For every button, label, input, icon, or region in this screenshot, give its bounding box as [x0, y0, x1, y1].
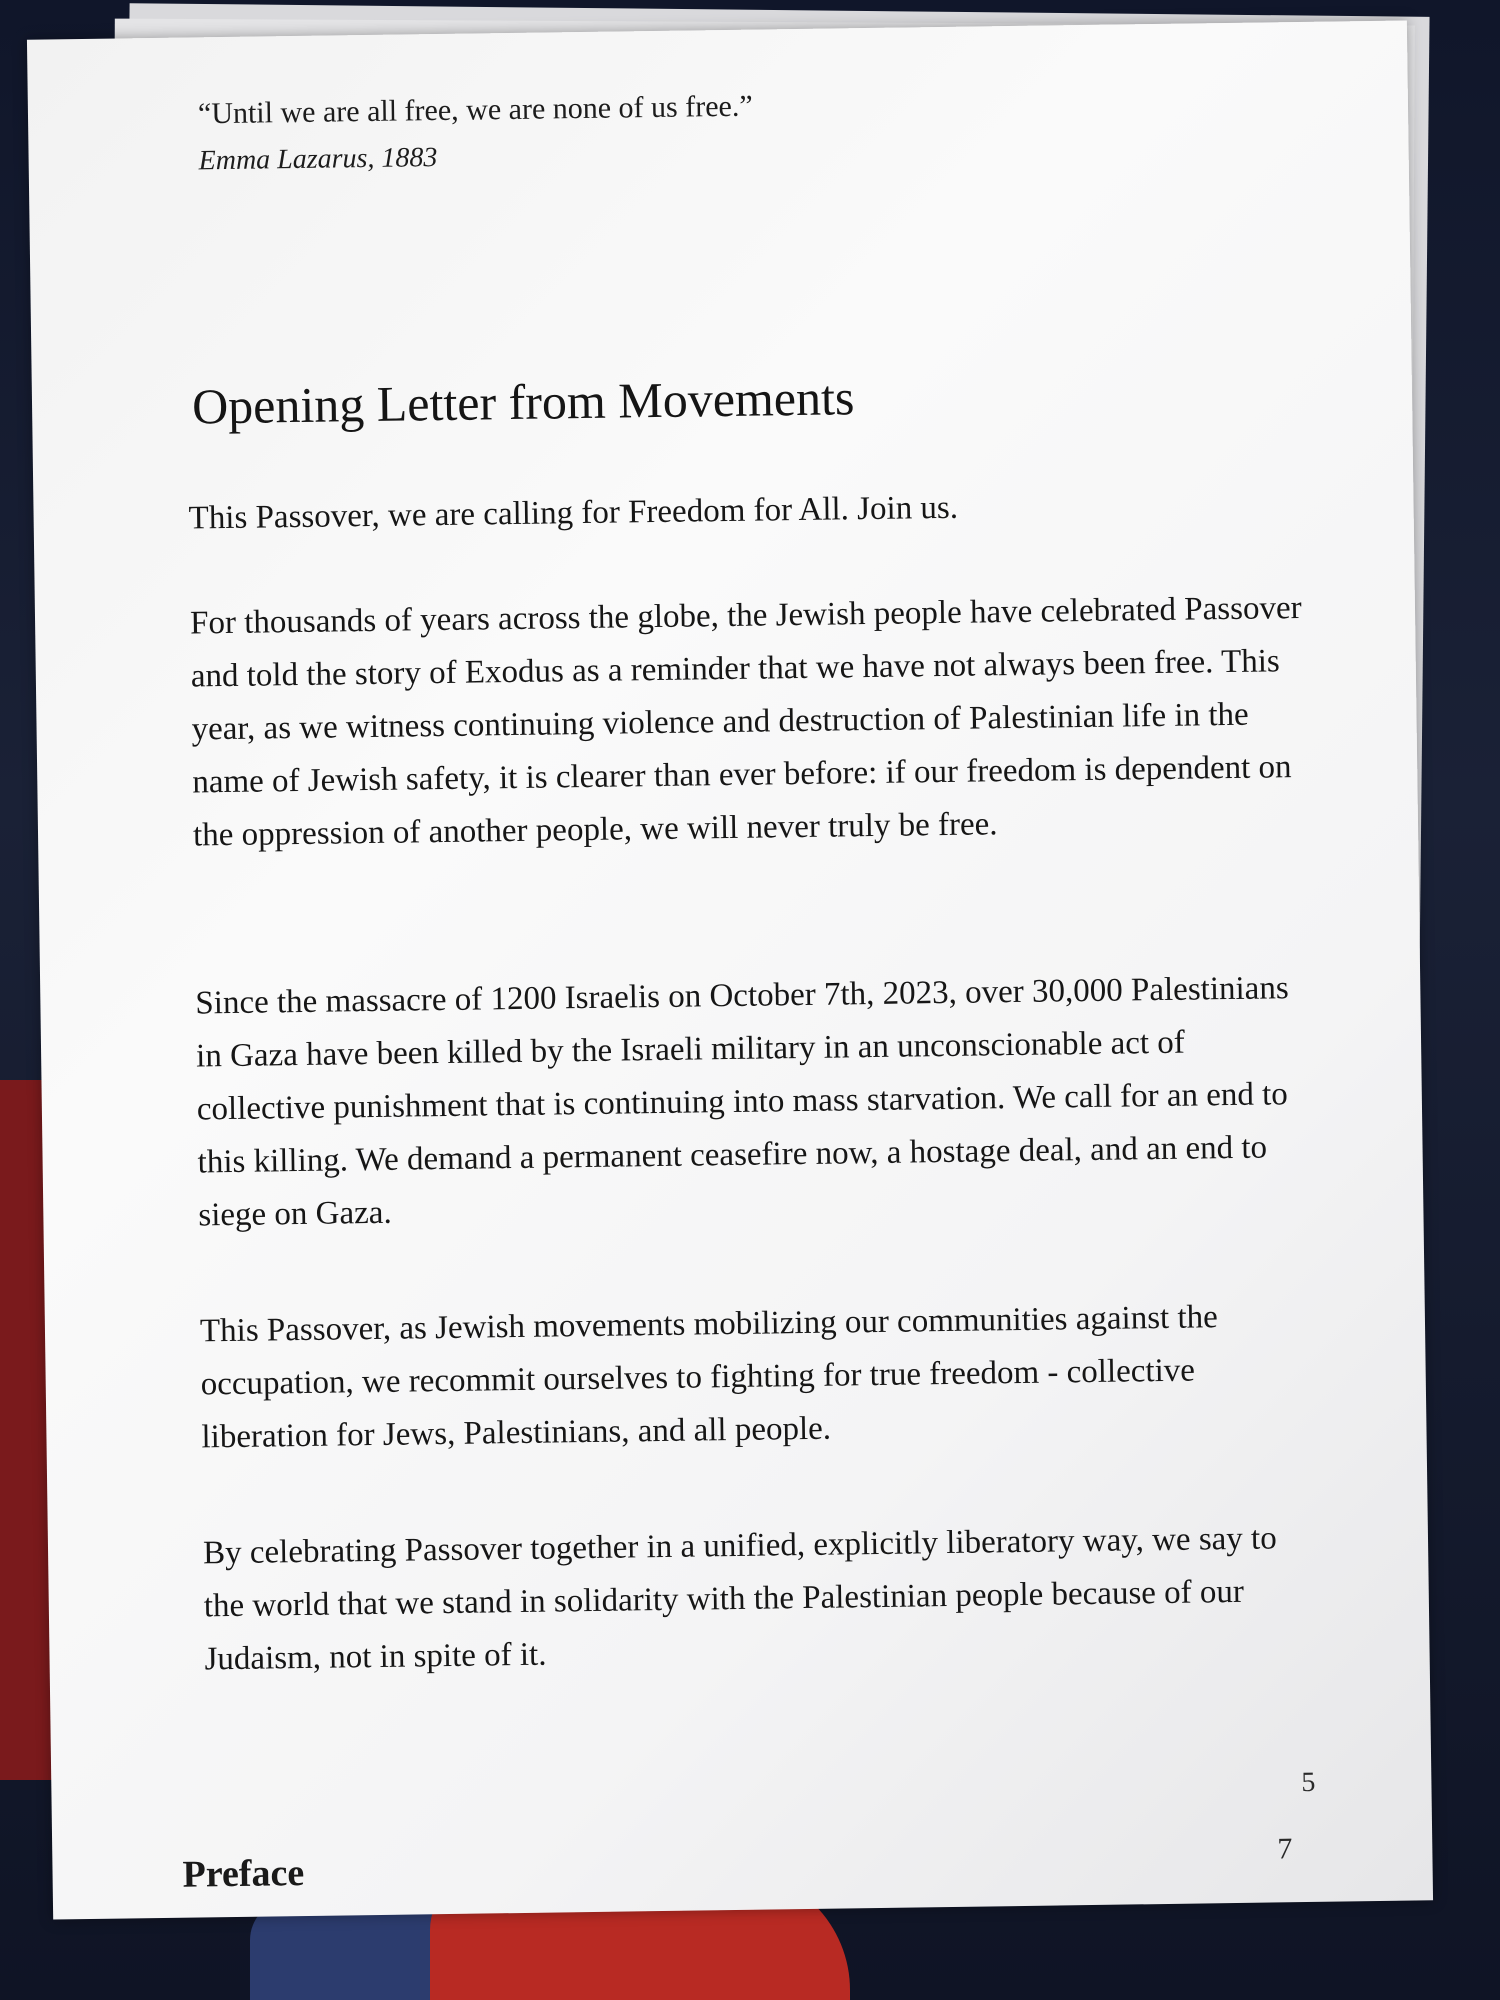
epigraph-attribution: Emma Lazarus, 1883 — [198, 142, 438, 177]
epigraph-quote: “Until we are all free, we are none of us free.” — [197, 89, 753, 131]
inner-page-number: 5 — [1301, 1766, 1316, 1799]
page-number: 7 — [1277, 1832, 1293, 1866]
paragraph: Since the massacre of 1200 Israelis on October 7th, 2023, over 30,000 Palestinians in Gaza have been killed by the Israeli military in an unconscionable act of collective punishment that is continuing into mass starvation. We call for an end to this killing. We demand a permanent ceasefire now, a hostage deal, and an end to siege on Gaza. — [195, 970, 1289, 1234]
paragraph-intro: This Passover, we are calling for Freedom for All. Join us. — [188, 489, 959, 537]
paragraph: For thousands of years across the globe, the Jewish people have celebrated Passover and told the story of Exodus as a reminder that we have not always been free. This year, as we witness continuing violence and destruction of Palestinian life in the name of Jewish safety, it is clearer than ever before: if our freedom is dependent on the oppression of another people, we will never truly be free. — [189, 589, 1302, 854]
page-title: Opening Letter from Movements — [191, 369, 855, 435]
paragraph: By celebrating Passover together in a unified, explicitly liberatory way, we say to the world that we stand in solidarity with the Palestinian people because of our Judaism, not in spite of it. — [202, 1520, 1277, 1678]
document-page — [27, 20, 1433, 1919]
section-label: Preface — [182, 1852, 305, 1896]
paragraph: This Passover, as Jewish movements mobilizing our communities against the occupation, we recommit ourselves to fighting for true freedom - collective liberation for Jews, Palestinians, and all people. — [199, 1299, 1219, 1456]
